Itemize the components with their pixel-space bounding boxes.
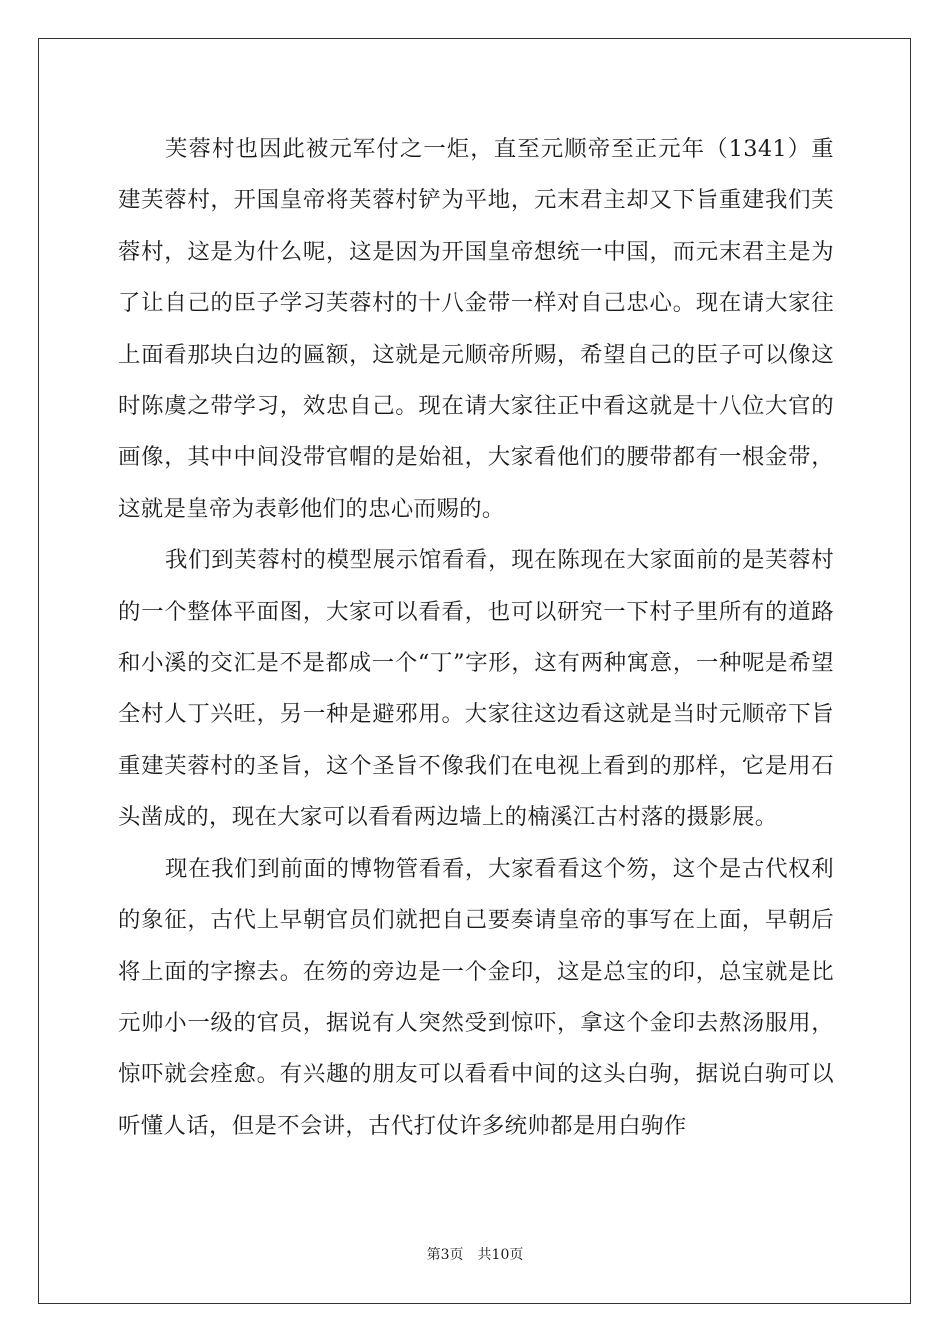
paragraph: 我们到芙蓉村的模型展示馆看看，现在陈现在大家面前的是芙蓉村的一个整体平面图，大家可以看看，也可以研究一下村子里所有的道路和小溪的交汇是不是都成一个“丁”字形，这有两种寓意，一种呢是希望全村人丁兴旺，另一种是避邪用。大家往这边看这就是当时元顺帝下旨重建芙蓉村的圣旨，这个圣旨不像我们在电视上看到的那样，它是用石头凿成的，现在大家可以看看两边墙上的楠溪江古村落的摄影展。 bbox=[118, 547, 834, 831]
document-body bbox=[118, 124, 834, 1152]
paragraph: 芙蓉村也因此被元军付之一炬，直至元顺帝至正元年（1341）重建芙蓉村，开国皇帝将芙蓉村铲为平地，元末君主却又下旨重建我们芙蓉村，这是为什么呢，这是因为开国皇帝想统一中国，而元末君主是为了让自己的臣子学习芙蓉村的十八金带一样对自己忠心。现在请大家往上面看那块白边的匾额，这就是元顺帝所赐，希望自己的臣子可以像这时陈虞之带学习，效忠自己。现在请大家往正中看这就是十八位大官的画像，其中中间没带官帽的是始祖，大家看他们的腰带都有一根金带，这就是皇帝为表彰他们的忠心而赐的。 bbox=[118, 136, 834, 522]
page-total: 共10页 bbox=[477, 1247, 524, 1263]
page-number: 第3页 bbox=[426, 1247, 464, 1263]
paragraph: 现在我们到前面的博物管看看，大家看看这个笏，这个是古代权利的象征，古代上早朝官员们就把自己要奏请皇帝的事写在上面，早朝后将上面的字擦去。在笏的旁边是一个金印，这是总宝的印，总宝就是比元帅小一级的官员，据说有人突然受到惊吓，拿这个金印去熬汤服用，惊吓就会痊愈。有兴趣的朋友可以看看中间的这头白驹，据说白驹可以听懂人话，但是不会讲，古代打仗许多统帅都是用白驹作 bbox=[118, 855, 834, 1139]
page-footer bbox=[0, 1244, 950, 1264]
